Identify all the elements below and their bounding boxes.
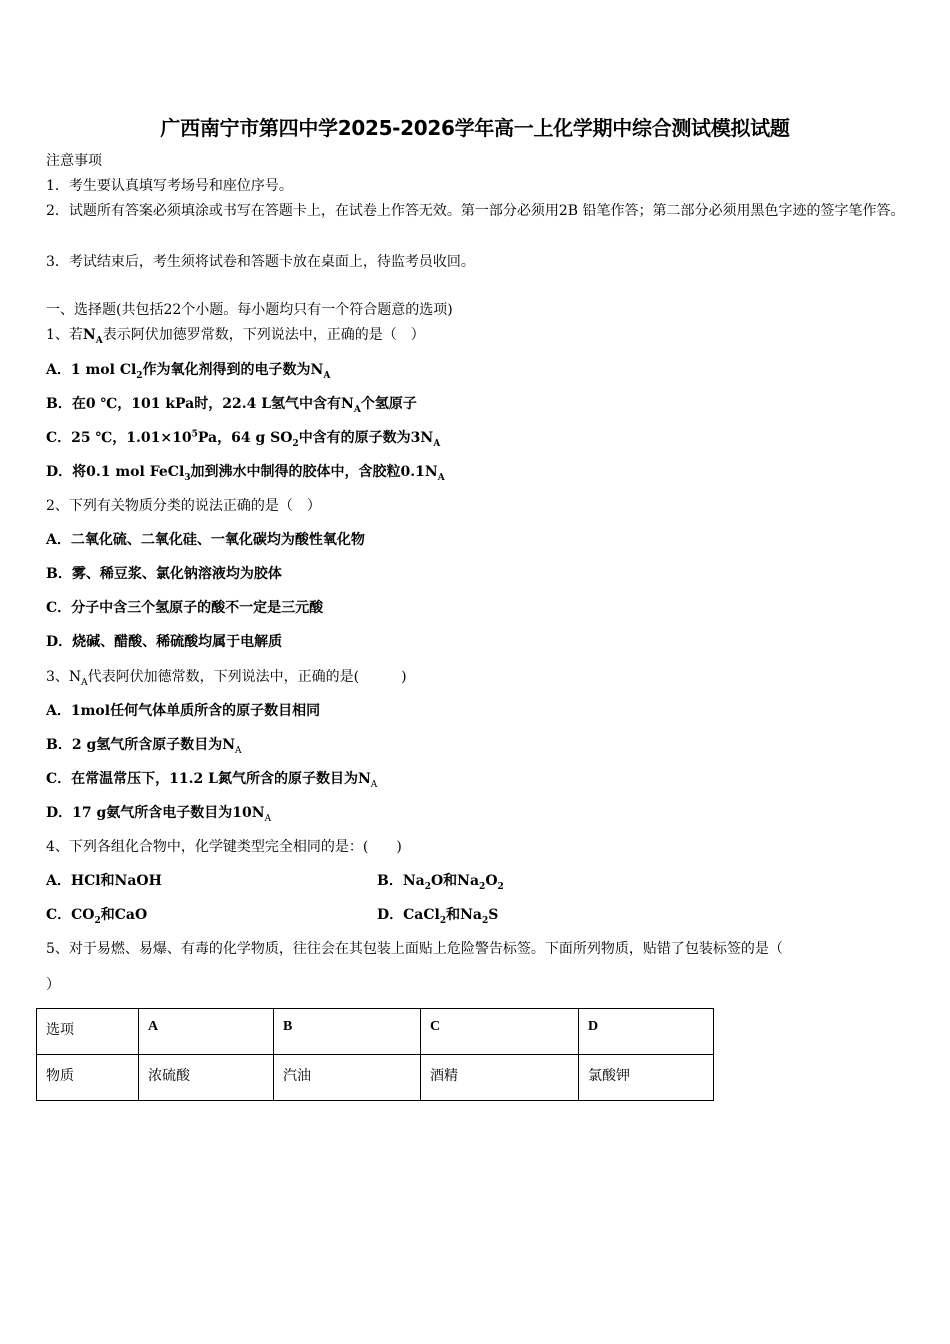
table-cell: 选项 xyxy=(37,1009,139,1055)
notice-heading: 注意事项 xyxy=(46,153,102,169)
question-4-option-b[interactable]: B．$Na_2O$和$Na_2O_2$ xyxy=(377,873,504,892)
question-5-stem: 5、对于易燃、易爆、有毒的化学物质，往往会在其包装上面贴上危险警告标签。下面所列物质，贴错了包装标签的是（ xyxy=(46,941,783,957)
table-cell: A xyxy=(139,1009,274,1055)
question-4-option-d[interactable]: D．CaCl$_2$和$Na_2S$ xyxy=(377,907,499,926)
question-5-stem-end: ） xyxy=(46,977,60,993)
question-3-option-d[interactable]: D．17 g氨气所含电子数目为$10N_A$ xyxy=(46,805,272,824)
notice-item-1: 1．考生要认真填写考场号和座位序号。 xyxy=(46,178,293,194)
question-2-option-a[interactable]: A．二氧化硫、二氧化硅、一氧化碳均为酸性氧化物 xyxy=(46,532,365,548)
question-4-option-a[interactable]: A．HCl和NaOH xyxy=(46,873,162,889)
question-3-stem: 3、$N_A$代表阿伏加德常数，下列说法中，正确的是( ) xyxy=(46,669,407,688)
question-4-stem: 4、下列各组化合物中，化学键类型完全相同的是：( ) xyxy=(46,839,402,855)
question-2-option-d[interactable]: D．烧碱、醋酸、稀硫酸均属于电解质 xyxy=(46,634,283,650)
question-1-option-d[interactable]: D．将0.1 mol FeCl$_3$加到沸水中制得的胶体中，含胶粒$0.1N_A$ xyxy=(46,464,445,483)
question-2-option-b[interactable]: B．雾、稀豆浆、氯化钠溶液均为胶体 xyxy=(46,566,282,582)
question-4-option-c[interactable]: C．$CO_2$和CaO xyxy=(46,907,148,926)
table-row xyxy=(37,1055,714,1101)
question-3-option-c[interactable]: C．在常温常压下，11.2 L氮气所含的原子数目为$N_A$ xyxy=(46,771,378,790)
question-3-option-b[interactable]: B．2 g氢气所含原子数目为$N_A$ xyxy=(46,737,242,756)
question-2-option-c[interactable]: C．分子中含三个氢原子的酸不一定是三元酸 xyxy=(46,600,324,616)
table-cell: D xyxy=(579,1009,714,1055)
table-cell: 汽油 xyxy=(274,1055,421,1101)
table-cell: 物质 xyxy=(37,1055,139,1101)
question-1-stem: 1、若$N_A$表示阿伏加德罗常数，下列说法中，正确的是（ ） xyxy=(46,327,425,346)
question-1-option-a[interactable]: A．1 mol $Cl_2$作为氧化剂得到的电子数为$N_A$ xyxy=(46,362,331,381)
table-cell: 氯酸钾 xyxy=(579,1055,714,1101)
table-cell: 浓硫酸 xyxy=(139,1055,274,1101)
question-1-option-c[interactable]: C．25 ℃，$1.01\times 10^5Pa$，64 g $SO_2$中含有的原子数为$3N_A$ xyxy=(46,429,441,449)
section-heading: 一、选择题(共包括22个小题。每小题均只有一个符合题意的选项) xyxy=(46,302,453,318)
page-title: 广西南宁市第四中学2025-2026学年高一上化学期中综合测试模拟试题 xyxy=(160,116,790,140)
question-1-option-b[interactable]: B．在0 ℃，101 kPa时，22.4 L氢气中含有$N_A$个氢原子 xyxy=(46,396,417,415)
question-3-option-a[interactable]: A．1mol任何气体单质所含的原子数目相同 xyxy=(46,703,321,719)
table-cell: C xyxy=(421,1009,579,1055)
notice-item-2: 2．试题所有答案必须填涂或书写在答题卡上，在试卷上作答无效。第一部分必须用2B 铅笔作答；第二部分必须用黑色字迹的签字笔作答。 xyxy=(46,203,905,219)
table-cell: B xyxy=(274,1009,421,1055)
question-2-stem: 2、下列有关物质分类的说法正确的是（ ） xyxy=(46,498,321,514)
question-5-table xyxy=(36,1008,714,1101)
table-cell: 酒精 xyxy=(421,1055,579,1101)
table-header-row xyxy=(37,1009,714,1055)
notice-item-3: 3．考试结束后，考生须将试卷和答题卡放在桌面上，待监考员收回。 xyxy=(46,254,475,270)
